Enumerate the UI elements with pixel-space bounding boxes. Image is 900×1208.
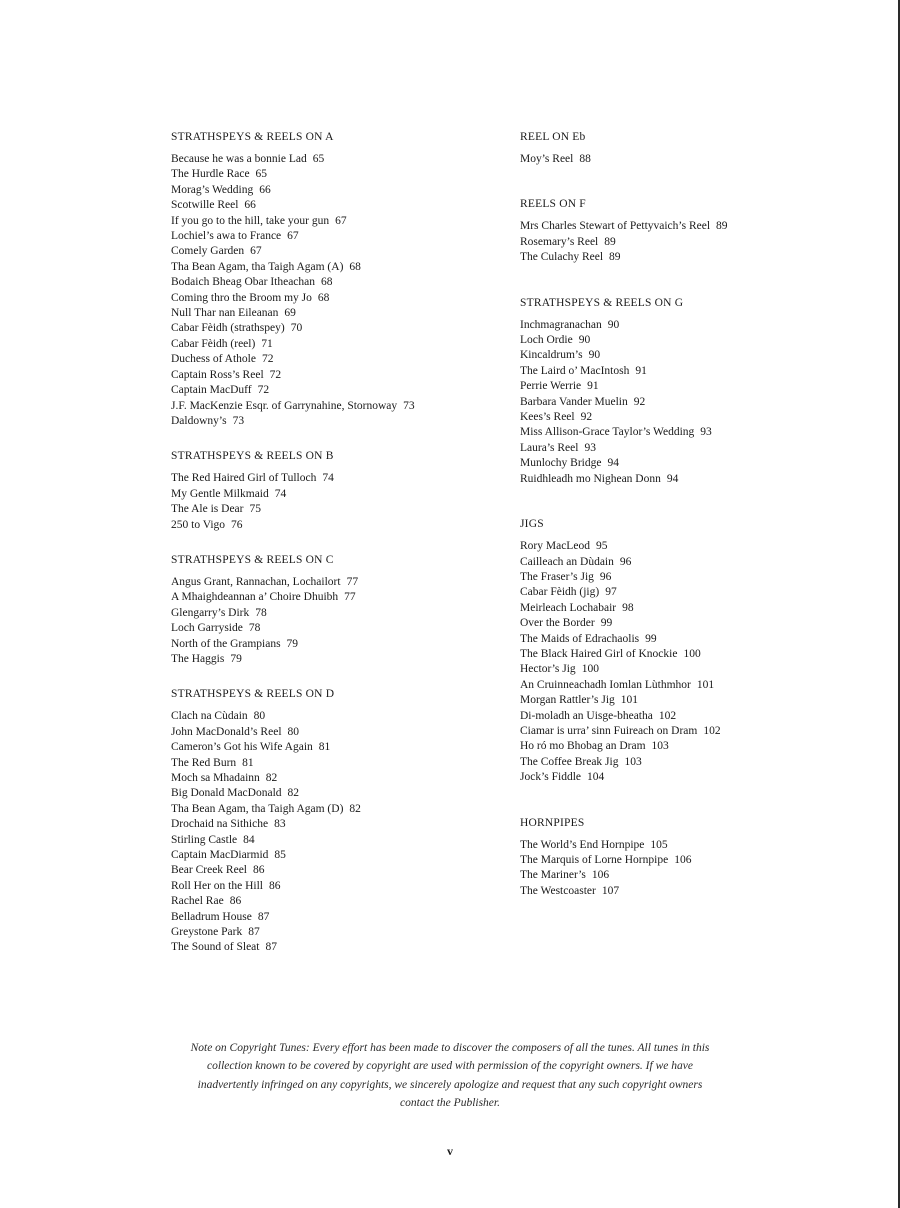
tune-title: The World’s End Hornpipe bbox=[520, 838, 645, 851]
tune-entry bbox=[520, 838, 860, 853]
tune-page-number: 68 bbox=[321, 276, 333, 289]
tune-page-number: 79 bbox=[286, 637, 299, 650]
tune-title: The Coffee Break Jig bbox=[520, 755, 619, 768]
tune-title: Perrie Werrie bbox=[520, 380, 582, 393]
tune-title: Tha Bean Agam, tha Taigh Agam (A) bbox=[171, 260, 344, 273]
tune-page-number: 94 bbox=[607, 457, 619, 470]
tune-entry bbox=[171, 940, 511, 955]
tune-entry bbox=[171, 152, 511, 167]
tune-entry bbox=[520, 441, 860, 456]
toc-section bbox=[171, 687, 511, 956]
tune-page-number: 99 bbox=[600, 617, 613, 630]
tune-page-number: 89 bbox=[604, 235, 616, 248]
tune-title: If you go to the hill, take your gun bbox=[171, 214, 330, 227]
tune-title: An Cruinneachadh Iomlan Lùthmhor bbox=[520, 678, 691, 691]
tune-entry bbox=[520, 884, 860, 899]
section-heading: STRATHSPEYS & REELS ON G bbox=[520, 296, 684, 309]
tune-list bbox=[520, 152, 860, 167]
tune-page-number: 90 bbox=[607, 318, 620, 331]
section-heading: STRATHSPEYS & REELS ON D bbox=[171, 688, 335, 701]
toc-left-column bbox=[171, 130, 511, 976]
tune-page-number: 67 bbox=[250, 245, 262, 258]
tune-title: Moy’s Reel bbox=[520, 153, 574, 165]
tune-entry bbox=[171, 214, 511, 229]
tune-page-number: 82 bbox=[265, 772, 278, 784]
tune-title: Captain MacDiarmid bbox=[171, 849, 269, 862]
tune-title: Daldowny’s bbox=[171, 414, 227, 427]
tune-title: Cabar Fèidh (strathspey) bbox=[171, 322, 285, 335]
tune-title: Clach na Cùdain bbox=[171, 710, 248, 723]
section-heading: STRATHSPEYS & REELS ON C bbox=[171, 553, 334, 566]
tune-title: The Westcoaster bbox=[520, 884, 596, 897]
tune-page-number: 84 bbox=[243, 833, 255, 846]
tune-list bbox=[171, 575, 511, 667]
tune-title: Scotwille Reel bbox=[171, 199, 239, 212]
tune-page-number: 66 bbox=[259, 183, 271, 196]
tune-page-number: 80 bbox=[287, 725, 300, 738]
tune-page-number: 72 bbox=[269, 368, 282, 381]
tune-page-number: 87 bbox=[257, 910, 270, 923]
tune-page-number: 90 bbox=[578, 334, 591, 347]
tune-entry bbox=[171, 606, 511, 621]
tune-page-number: 75 bbox=[249, 503, 261, 516]
tune-title: Kincaldrum’s bbox=[520, 349, 583, 362]
tune-title: Rosemary’s Reel bbox=[520, 235, 599, 248]
tune-page-number: 102 bbox=[658, 709, 677, 722]
tune-title: Hector’s Jig bbox=[520, 663, 576, 676]
tune-page-number: 67 bbox=[287, 230, 299, 243]
tune-entry bbox=[520, 853, 860, 868]
tune-entry bbox=[171, 740, 511, 755]
tune-entry bbox=[520, 632, 860, 647]
tune-page-number: 91 bbox=[635, 364, 647, 377]
tune-page-number: 98 bbox=[622, 601, 634, 614]
tune-page-number: 74 bbox=[274, 487, 287, 500]
tune-page-number: 89 bbox=[716, 220, 728, 233]
tune-entry bbox=[520, 570, 860, 585]
tune-list bbox=[520, 539, 860, 786]
tune-title: Meirleach Lochabair bbox=[520, 601, 617, 614]
tune-title: Laura’s Reel bbox=[520, 441, 579, 454]
tune-entry bbox=[171, 414, 511, 429]
tune-page-number: 87 bbox=[248, 926, 260, 939]
tune-page-number: 100 bbox=[581, 663, 599, 676]
tune-entry bbox=[520, 348, 860, 363]
tune-list bbox=[520, 219, 860, 265]
tune-entry bbox=[520, 555, 860, 570]
tune-entry bbox=[171, 709, 511, 724]
tune-page-number: 95 bbox=[595, 540, 608, 553]
tune-page-number: 78 bbox=[248, 622, 261, 635]
tune-page-number: 77 bbox=[344, 591, 356, 604]
tune-page-number: 107 bbox=[601, 884, 620, 897]
tune-title: Glengarry’s Dirk bbox=[171, 606, 250, 619]
tune-page-number: 101 bbox=[696, 678, 715, 691]
tune-title: Loch Garryside bbox=[171, 622, 243, 635]
tune-entry bbox=[171, 260, 511, 275]
tune-entry bbox=[520, 235, 860, 250]
tune-entry bbox=[520, 868, 860, 883]
tune-title: Cabar Fèidh (reel) bbox=[171, 337, 256, 350]
tune-title: 250 to Vigo bbox=[171, 518, 226, 531]
tune-entry bbox=[171, 575, 511, 590]
toc-right-column bbox=[520, 130, 860, 929]
tune-title: The Laird o’ MacIntosh bbox=[520, 364, 630, 377]
section-heading: HORNPIPES bbox=[520, 816, 585, 829]
tune-title: Duchess of Athole bbox=[171, 353, 256, 366]
tune-title: Morag’s Wedding bbox=[171, 183, 254, 196]
tune-entry bbox=[171, 833, 511, 848]
tune-title: Bodaich Bheag Obar Itheachan bbox=[171, 276, 316, 289]
tune-entry bbox=[520, 601, 860, 616]
toc-section bbox=[171, 449, 511, 533]
tune-title: The Maids of Edrachaolis bbox=[520, 632, 640, 645]
tune-title: Cailleach an Dùdain bbox=[520, 555, 614, 568]
tune-title: Mrs Charles Stewart of Pettyvaich’s Reel bbox=[520, 220, 711, 233]
tune-entry bbox=[520, 410, 860, 425]
section-heading: REELS ON F bbox=[520, 198, 586, 211]
tune-entry bbox=[520, 250, 860, 265]
tune-entry bbox=[520, 647, 860, 662]
tune-entry bbox=[171, 471, 511, 486]
tune-entry bbox=[171, 183, 511, 198]
section-heading: STRATHSPEYS & REELS ON B bbox=[171, 450, 334, 463]
tune-entry bbox=[171, 321, 511, 336]
tune-entry bbox=[171, 725, 511, 740]
tune-page-number: 71 bbox=[261, 337, 273, 350]
tune-title: Miss Allison-Grace Taylor’s Wedding bbox=[520, 426, 695, 439]
tune-entry bbox=[171, 518, 511, 533]
tune-entry bbox=[171, 306, 511, 321]
tune-title: Ruidhleadh mo Nighean Donn bbox=[520, 472, 661, 485]
tune-page-number: 76 bbox=[231, 518, 243, 531]
tune-page-number: 80 bbox=[253, 710, 266, 723]
tune-entry bbox=[520, 318, 860, 333]
section-heading: STRATHSPEYS & REELS ON A bbox=[171, 131, 334, 143]
tune-page-number: 99 bbox=[645, 632, 657, 645]
tune-entry bbox=[171, 352, 511, 367]
tune-title: Munlochy Bridge bbox=[520, 457, 602, 470]
tune-entry bbox=[171, 848, 511, 863]
tune-entry bbox=[171, 337, 511, 352]
tune-page-number: 89 bbox=[609, 251, 621, 264]
tune-title: The Haggis bbox=[171, 652, 225, 665]
tune-entry bbox=[171, 291, 511, 306]
tune-title: The Red Haired Girl of Tulloch bbox=[171, 472, 317, 485]
tune-page-number: 92 bbox=[633, 395, 646, 408]
tune-page-number: 78 bbox=[255, 606, 267, 619]
tune-page-number: 68 bbox=[349, 260, 361, 273]
tune-title: Drochaid na Sithiche bbox=[171, 818, 269, 831]
tune-title: Roll Her on the Hill bbox=[171, 879, 263, 892]
tune-page-number: 92 bbox=[580, 411, 593, 424]
tune-page-number: 69 bbox=[284, 307, 296, 320]
toc-section bbox=[520, 296, 860, 487]
tune-entry bbox=[171, 637, 511, 652]
tune-title: The Sound of Sleat bbox=[171, 941, 260, 954]
tune-entry bbox=[520, 425, 860, 440]
page-number: v bbox=[447, 1144, 453, 1158]
toc-section bbox=[520, 197, 860, 265]
tune-title: Loch Ordie bbox=[520, 334, 573, 347]
tune-page-number: 93 bbox=[700, 426, 712, 439]
tune-title: Because he was a bonnie Lad bbox=[171, 153, 307, 165]
tune-entry bbox=[520, 539, 860, 554]
tune-title: Cameron’s Got his Wife Again bbox=[171, 741, 313, 754]
tune-entry bbox=[520, 755, 860, 770]
tune-title: North of the Grampians bbox=[171, 637, 281, 650]
tune-page-number: 87 bbox=[265, 941, 277, 954]
tune-page-number: 86 bbox=[229, 895, 242, 908]
tune-entry bbox=[520, 678, 860, 693]
tune-page-number: 93 bbox=[584, 441, 596, 454]
tune-page-number: 77 bbox=[346, 575, 359, 588]
tune-page-number: 106 bbox=[674, 854, 692, 866]
tune-entry bbox=[171, 487, 511, 502]
tune-entry bbox=[171, 244, 511, 259]
tune-page-number: 73 bbox=[232, 414, 245, 427]
tune-title: The Mariner’s bbox=[520, 869, 586, 882]
tune-page-number: 96 bbox=[599, 570, 612, 583]
tune-title: Comely Garden bbox=[171, 245, 245, 258]
tune-page-number: 82 bbox=[349, 802, 361, 815]
tune-title: Bear Creek Reel bbox=[171, 864, 247, 877]
tune-title: Rachel Rae bbox=[171, 895, 224, 908]
tune-page-number: 81 bbox=[242, 756, 254, 769]
tune-entry bbox=[520, 472, 860, 487]
toc-section bbox=[520, 517, 860, 786]
tune-title: Moch sa Mhadainn bbox=[171, 772, 260, 784]
tune-page-number: 91 bbox=[587, 380, 599, 393]
tune-title: Cabar Fèidh (jig) bbox=[520, 586, 600, 599]
section-heading: REEL ON Eb bbox=[520, 131, 586, 143]
tune-title: John MacDonald’s Reel bbox=[171, 725, 282, 738]
tune-title: Angus Grant, Rannachan, Lochailort bbox=[171, 575, 341, 588]
tune-list bbox=[171, 709, 511, 956]
tune-entry bbox=[171, 275, 511, 290]
tune-page-number: 73 bbox=[403, 399, 415, 412]
toc-section bbox=[171, 553, 511, 667]
tune-entry bbox=[171, 786, 511, 801]
tune-entry bbox=[171, 167, 511, 182]
tune-page-number: 67 bbox=[335, 214, 347, 227]
tune-title: The Marquis of Lorne Hornpipe bbox=[520, 854, 669, 866]
tune-title: Lochiel’s awa to France bbox=[171, 230, 282, 243]
tune-page-number: 105 bbox=[650, 838, 668, 851]
tune-title: Stirling Castle bbox=[171, 833, 238, 846]
tune-entry bbox=[171, 502, 511, 517]
tune-title: The Ale is Dear bbox=[171, 503, 244, 516]
tune-title: The Black Haired Girl of Knockie bbox=[520, 647, 678, 660]
tune-entry bbox=[520, 709, 860, 724]
tune-entry bbox=[520, 739, 860, 754]
tune-page-number: 85 bbox=[274, 849, 286, 862]
tune-entry bbox=[171, 383, 511, 398]
tune-page-number: 101 bbox=[620, 694, 639, 707]
tune-title: Big Donald MacDonald bbox=[171, 787, 282, 800]
tune-entry bbox=[171, 879, 511, 894]
tune-entry bbox=[520, 662, 860, 677]
tune-entry bbox=[520, 616, 860, 631]
tune-page-number: 94 bbox=[666, 472, 679, 485]
tune-title: Rory MacLeod bbox=[520, 540, 590, 553]
tune-title: Ciamar is urra’ sinn Fuireach on Dram bbox=[520, 724, 698, 737]
tune-page-number: 79 bbox=[230, 652, 242, 665]
tune-entry bbox=[520, 770, 860, 785]
tune-title: Greystone Park bbox=[171, 926, 243, 939]
tune-page-number: 96 bbox=[619, 555, 632, 568]
tune-page-number: 72 bbox=[257, 384, 270, 397]
tune-page-number: 104 bbox=[587, 771, 605, 784]
tune-entry bbox=[520, 333, 860, 348]
tune-entry bbox=[171, 802, 511, 817]
tune-list bbox=[520, 838, 860, 900]
tune-title: Null Thar nan Eileanan bbox=[171, 307, 279, 320]
tune-list bbox=[171, 152, 511, 429]
tune-title: Over the Border bbox=[520, 617, 595, 630]
tune-entry bbox=[520, 219, 860, 234]
tune-entry bbox=[171, 925, 511, 940]
tune-entry bbox=[171, 771, 511, 786]
tune-page-number: 86 bbox=[253, 864, 265, 877]
tune-entry bbox=[520, 456, 860, 471]
tune-entry bbox=[520, 395, 860, 410]
tune-entry bbox=[171, 910, 511, 925]
tune-title: A Mhaighdeannan a’ Choire Dhuibh bbox=[171, 591, 339, 604]
tune-page-number: 97 bbox=[605, 586, 617, 599]
tune-page-number: 82 bbox=[287, 787, 300, 800]
toc-section bbox=[520, 130, 860, 167]
tune-entry bbox=[171, 621, 511, 636]
tune-title: Captain Ross’s Reel bbox=[171, 368, 264, 381]
toc-section bbox=[171, 130, 511, 429]
section-heading: JIGS bbox=[520, 518, 544, 531]
tune-title: Kees’s Reel bbox=[520, 411, 575, 424]
tune-entry bbox=[520, 364, 860, 379]
tune-title: The Red Burn bbox=[171, 756, 237, 769]
tune-page-number: 72 bbox=[261, 353, 274, 366]
tune-title: Tha Bean Agam, tha Taigh Agam (D) bbox=[171, 802, 344, 815]
tune-page-number: 103 bbox=[651, 740, 669, 753]
tune-title: Barbara Vander Muelin bbox=[520, 395, 628, 408]
tune-page-number: 83 bbox=[274, 818, 286, 831]
tune-entry bbox=[520, 152, 860, 167]
tune-entry bbox=[520, 585, 860, 600]
toc-section bbox=[520, 816, 860, 900]
tune-page-number: 90 bbox=[588, 349, 601, 362]
tune-entry bbox=[171, 652, 511, 667]
tune-page-number: 86 bbox=[269, 879, 281, 892]
tune-page-number: 66 bbox=[244, 199, 256, 212]
tune-title: Belladrum House bbox=[171, 910, 252, 923]
tune-title: Captain MacDuff bbox=[171, 384, 252, 397]
tune-page-number: 65 bbox=[255, 168, 268, 181]
tune-entry bbox=[171, 368, 511, 383]
tune-entry bbox=[171, 399, 511, 414]
tune-page-number: 68 bbox=[317, 291, 330, 304]
tune-title: Ho ró mo Bhobag an Dram bbox=[520, 740, 646, 753]
tune-list bbox=[171, 471, 511, 533]
tune-title: Morgan Rattler’s Jig bbox=[520, 694, 615, 707]
tune-title: The Culachy Reel bbox=[520, 251, 604, 264]
tune-entry bbox=[171, 863, 511, 878]
tune-page-number: 100 bbox=[683, 647, 701, 660]
tune-title: The Fraser’s Jig bbox=[520, 570, 594, 583]
tune-entry bbox=[171, 894, 511, 909]
tune-entry bbox=[520, 379, 860, 394]
tune-page-number: 88 bbox=[579, 153, 591, 165]
tune-title: J.F. MacKenzie Esqr. of Garrynahine, Stornoway bbox=[171, 399, 398, 412]
tune-title: Inchmagranachan bbox=[520, 318, 602, 331]
tune-title: Coming thro the Broom my Jo bbox=[171, 291, 312, 304]
tune-page-number: 70 bbox=[290, 322, 303, 335]
tune-page-number: 103 bbox=[624, 755, 642, 768]
tune-entry bbox=[171, 229, 511, 244]
tune-title: Di-moladh an Uisge-bheatha bbox=[520, 709, 653, 722]
tune-page-number: 74 bbox=[322, 472, 334, 485]
tune-entry bbox=[520, 724, 860, 739]
tune-entry bbox=[171, 198, 511, 213]
tune-entry bbox=[171, 590, 511, 605]
tune-page-number: 106 bbox=[591, 869, 610, 882]
tune-entry bbox=[520, 693, 860, 708]
tune-page-number: 65 bbox=[312, 153, 325, 165]
tune-entry bbox=[171, 756, 511, 771]
tune-page-number: 81 bbox=[318, 741, 331, 754]
tune-title: Jock’s Fiddle bbox=[520, 771, 582, 784]
tune-title: My Gentle Milkmaid bbox=[171, 487, 269, 500]
tune-entry bbox=[171, 817, 511, 832]
tune-title: The Hurdle Race bbox=[171, 168, 250, 181]
copyright-note: Note on Copyright Tunes: Every effort has been made to discover the composers of all the tunes. All tunes in this collection known to be covered by copyright are used with permission of the copyright owners. If we have inadvertently infringed on any copyrights, we sincerely apologize and request that any such copyright owners contact the Publisher. bbox=[190, 1041, 710, 1109]
tune-page-number: 102 bbox=[703, 724, 721, 737]
tune-list bbox=[520, 318, 860, 487]
